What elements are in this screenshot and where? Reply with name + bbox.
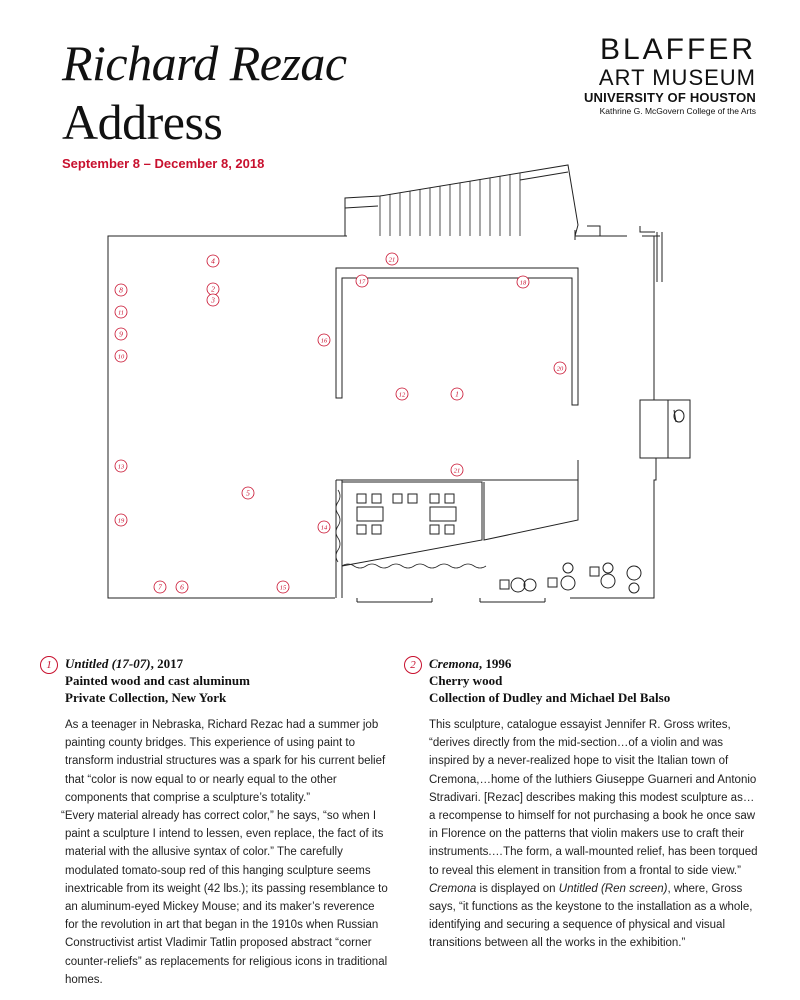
logo-college: Kathrine G. McGovern College of the Arts: [599, 106, 756, 116]
museum-logo: [584, 34, 756, 117]
artwork-marker-label: 20: [556, 365, 564, 373]
entry-1-paragraph-2: “Every material already has correct color,” he says, “so when I paint a sculpture I intend to lessen, even replace, the fact of its material with the allusive syntax of color.” The carefully modulated tomato-soup red of this hanging sculpture seems inextricable from its weight (42 lbs.); its passing resemblance to an aluminum-eyed Mickey Mouse; and its maker’s reverence for the revolution in art that began in the 1910s when Russian Constructivist artist Vladimir Tatlin proposed abstract “corner counter-reliefs” as replacements for religious icons in traditional homes.: [61, 810, 388, 986]
artwork-marker-label: 7: [158, 582, 162, 592]
logo-art-museum: ART MUSEUM: [598, 65, 756, 90]
entry-2-text-b: is displayed on: [476, 882, 559, 895]
artwork-marker-8: [115, 284, 127, 296]
entry-2-em-cremona: Cremona: [429, 882, 477, 895]
artwork-marker-label: 12: [398, 391, 406, 399]
artwork-marker-label: 4: [211, 256, 215, 266]
artwork-marker-12: [396, 388, 408, 400]
artwork-marker-label: 9: [119, 329, 123, 339]
artwork-marker-label: 17: [358, 278, 366, 286]
entry-1-heading: [65, 655, 390, 706]
artwork-marker-label: 16: [320, 337, 328, 345]
artwork-marker-label: 11: [117, 309, 125, 317]
artwork-marker-14: [318, 521, 330, 533]
entry-2-credit: Collection of Dudley and Michael Del Balso: [429, 690, 671, 705]
artwork-marker-label: 1: [455, 389, 459, 399]
entry-2-paragraph-1: [429, 716, 760, 953]
exhibition-dates: September 8 – December 8, 2018: [62, 156, 265, 171]
artwork-marker-17: [356, 275, 368, 287]
outer-wall-east: [570, 236, 656, 598]
entry-2-text-a: This sculpture, catalogue essayist Jennifer R. Gross writes, “derives directly from the mid-section…of a violin and was inspired by a never-realized hope to visit the Italian town of Cremona,…home of the luthiers Giuseppe Guarneri and Antonio Stradivari. [Rezac] describes making this modest sculpture as…a recompense to himself for not purchasing a book he once saw in Florence on the patterns that violin makers use to craft their instruments.…The form, a wall-mounted relief, has been torqued to reveal this element in transition from a frontal to side view.”: [429, 719, 758, 877]
artwork-marker-21: [451, 464, 463, 476]
artwork-marker-label: 19: [117, 517, 125, 525]
inner-partition: [336, 268, 578, 405]
artwork-marker-label: 13: [117, 463, 125, 471]
artwork-marker-label: 6: [180, 582, 184, 592]
entry-1-credit: Private Collection, New York: [65, 690, 227, 705]
artwork-marker-label: 5: [246, 488, 250, 498]
entry-1-paragraph-1: As a teenager in Nebraska, Richard Rezac had a summer job painting county bridges. This experience of using paint to transform industrial structures was a spark for his current belief that “color is now equal to or nearly equal to the other components that comprise a sculpture’s totality.”: [65, 719, 386, 804]
artwork-marker-label: 15: [279, 584, 287, 592]
entry-1: [40, 655, 390, 989]
artist-name-title: Richard Rezac: [62, 35, 347, 91]
artwork-marker-15: [277, 581, 289, 593]
entry-2-medium: Cherry wood: [429, 673, 503, 688]
artwork-marker-20: [554, 362, 566, 374]
artwork-marker-2: [207, 283, 219, 295]
artwork-marker-1: [451, 388, 463, 400]
artwork-marker-3: [207, 294, 219, 306]
artwork-marker-21: [386, 253, 398, 265]
entry-2-title: Cremona: [429, 656, 479, 671]
entry-2-text-c: , where, Gross says, “it functions as the keystone to the installation as a whole, identifying and securing a sequence of physical and visual transitions between all the works in the exhibition.”: [429, 882, 753, 950]
artwork-marker-label: 2: [211, 284, 215, 294]
artwork-marker-5: [242, 487, 254, 499]
entry-2-body: [429, 716, 760, 953]
entry-2: [404, 655, 760, 953]
artwork-marker-label: 10: [117, 353, 125, 361]
artwork-marker-label: 18: [519, 279, 527, 287]
entry-1-body: [61, 716, 390, 989]
entry-1-title: Untitled (17-07): [65, 656, 151, 671]
entry-2-em-ren-screen: Untitled (Ren screen): [558, 882, 668, 895]
logo-university: UNIVERSITY OF HOUSTON: [583, 90, 756, 105]
entry-2-year: , 1996: [478, 656, 512, 671]
artwork-marker-9: [115, 328, 127, 340]
exhibition-title: Address: [62, 94, 223, 150]
artwork-marker-label: 8: [119, 285, 123, 295]
artwork-marker-11: [115, 306, 127, 318]
artwork-marker-4: [207, 255, 219, 267]
artwork-marker-label: 21: [453, 467, 461, 475]
entry-1-number-badge: 1: [40, 656, 58, 674]
logo-blaffer: BLAFFER: [599, 33, 756, 66]
artwork-marker-18: [517, 276, 529, 288]
artwork-marker-16: [318, 334, 330, 346]
entry-1-medium: Painted wood and cast aluminum: [65, 673, 250, 688]
gallery-floor-plan: [0, 160, 800, 620]
artwork-marker-label: 14: [320, 524, 328, 532]
artwork-marker-10: [115, 350, 127, 362]
artwork-marker-label: 3: [211, 295, 215, 305]
artwork-marker-13: [115, 460, 127, 472]
entry-2-number-badge: 2: [404, 656, 422, 674]
artwork-markers: [115, 253, 566, 593]
curtain-wall: [342, 482, 482, 566]
artwork-marker-19: [115, 514, 127, 526]
artwork-marker-7: [154, 581, 166, 593]
outer-wall-west: [108, 236, 347, 598]
entry-1-year: , 2017: [150, 656, 184, 671]
entry-2-heading: [429, 655, 760, 706]
artwork-marker-label: 21: [388, 256, 396, 264]
artwork-marker-6: [176, 581, 188, 593]
